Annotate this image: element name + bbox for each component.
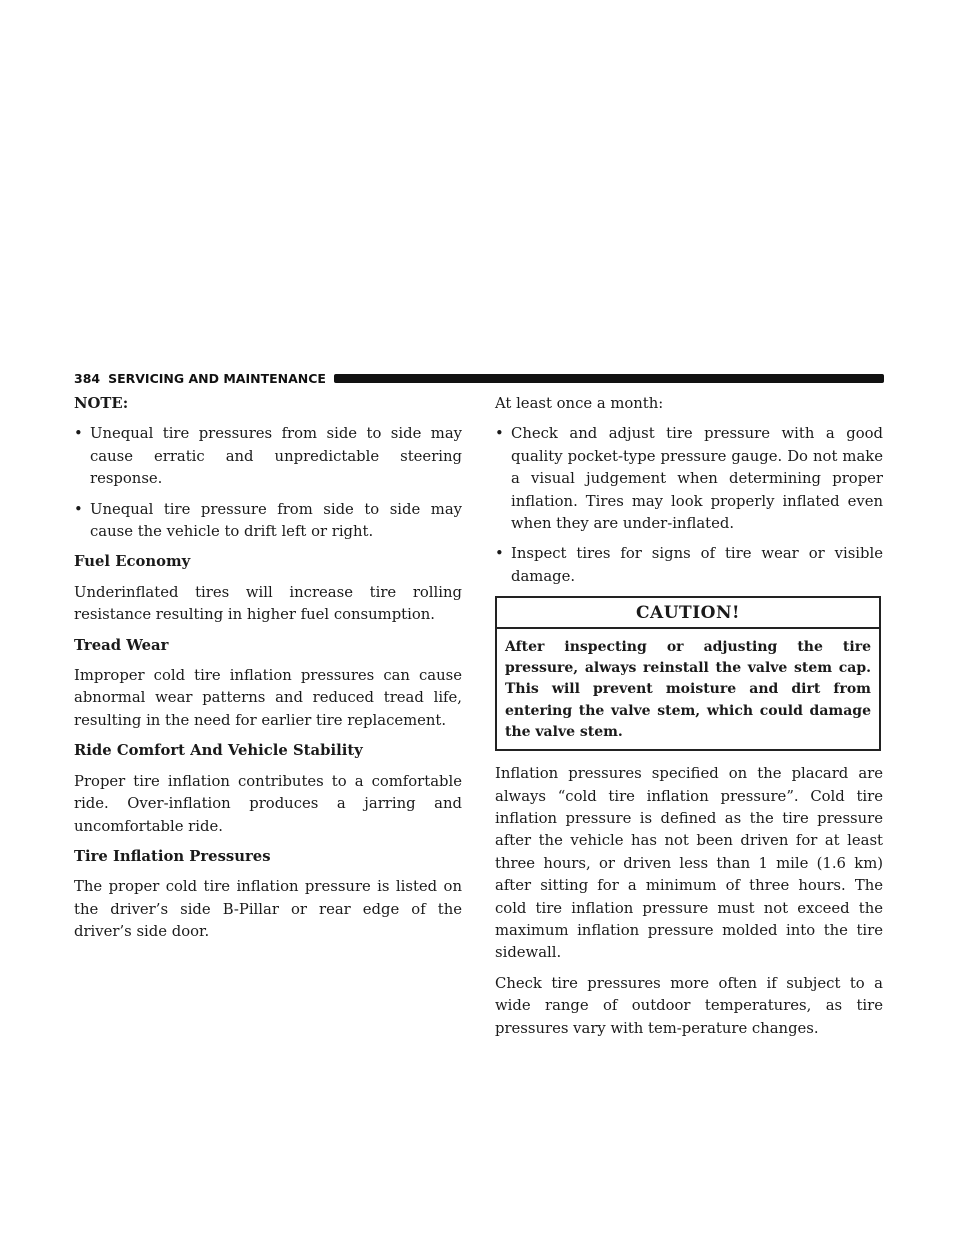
right-column xyxy=(495,393,883,1048)
header-rule xyxy=(334,374,884,383)
caution-title: CAUTION! xyxy=(497,598,879,628)
monthly-checklist xyxy=(495,423,883,588)
page-header xyxy=(74,370,884,386)
monthly-intro: At least once a month: xyxy=(495,395,664,412)
list-item xyxy=(74,499,462,544)
bullet-icon: • xyxy=(74,425,83,443)
note-label: NOTE: xyxy=(74,395,129,412)
ride-comfort-text: Proper tire inflation contributes to a comfortable ride. Over-inflation produces a jarring and uncomfortable ride. xyxy=(74,772,462,835)
left-column xyxy=(74,393,462,952)
temperature-text: Check tire pressures more often if subject to a wide range of outdoor temperatures, as tire pressures vary with tem-perature changes. xyxy=(495,974,883,1037)
list-item-text: Check and adjust tire pressure with a good quality pocket-type pressure gauge. Do not make a visual judgement when determining proper inflation. Tires may look properly inflated even when they are under-inflated. xyxy=(511,425,883,533)
caution-box xyxy=(495,596,881,751)
bullet-icon: • xyxy=(74,500,83,518)
tread-wear-heading: Tread Wear xyxy=(74,636,169,654)
cold-pressure-text: Inflation pressures specified on the placard are always “cold tire inflation pressure”. Cold tire inflation pressure is defined as the tire pressure after the vehicle has not been driven for at least three hours, or driven less than 1 mile (1.6 km) after sitting for a minimum of three hours. The cold tire inflation pressure must not exceed the maximum inflation pressure molded into the tire sidewall. xyxy=(495,765,883,962)
list-item-text: Unequal tire pressure from side to side may cause the vehicle to drift left or right. xyxy=(90,500,462,541)
fuel-economy-heading: Fuel Economy xyxy=(74,553,191,571)
tire-inflation-text: The proper cold tire inflation pressure is listed on the driver’s side B-Pillar or rear edge of the driver’s side door. xyxy=(74,878,462,941)
bullet-icon: • xyxy=(495,545,504,563)
bullet-icon: • xyxy=(495,425,504,443)
page-number: 384 xyxy=(74,370,101,386)
list-item xyxy=(495,423,883,535)
section-title: SERVICING AND MAINTENANCE xyxy=(108,370,326,386)
tire-inflation-heading: Tire Inflation Pressures xyxy=(74,847,271,865)
tread-wear-text: Improper cold tire inflation pressures can cause abnormal wear patterns and reduced tread life, resulting in the need for earlier tire replacement. xyxy=(74,667,462,729)
list-item-text: Unequal tire pressures from side to side may cause erratic and unpredictable steering response. xyxy=(90,425,462,488)
note-list xyxy=(74,423,462,543)
list-item xyxy=(74,423,462,490)
ride-comfort-heading: Ride Comfort And Vehicle Stability xyxy=(74,742,363,760)
list-item-text: Inspect tires for signs of tire wear or visible damage. xyxy=(511,545,883,585)
caution-body: After inspecting or adjusting the tire pressure, always reinstall the valve stem cap. This will prevent moisture and dirt from entering the valve stem, which could damage the valve stem. xyxy=(505,638,871,740)
list-item xyxy=(495,543,883,588)
fuel-economy-text: Underinflated tires will increase tire rolling resistance resulting in higher fuel consumption. xyxy=(74,583,462,624)
